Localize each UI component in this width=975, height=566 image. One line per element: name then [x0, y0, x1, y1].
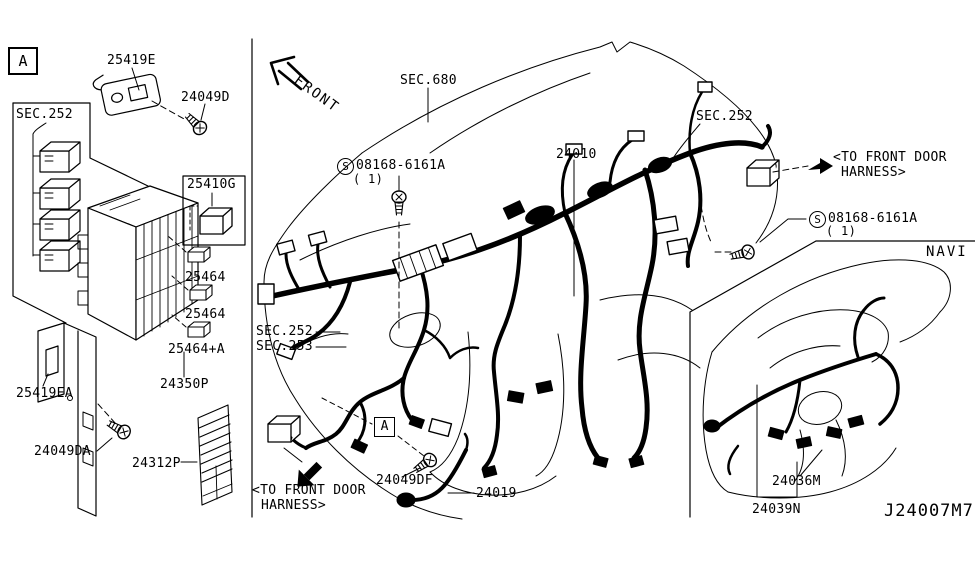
part-label-24036m[interactable]: 24036M — [772, 474, 821, 489]
detail-marker-a-mid: A — [374, 417, 395, 437]
part-label-25419ea[interactable]: 25419EA — [16, 386, 73, 401]
part-label-25464a[interactable]: 25464+A — [168, 342, 225, 357]
screw-icon-08168-right — [729, 244, 756, 264]
main-harness-drawing — [268, 92, 770, 468]
fuse-card-24312p-drawing — [181, 405, 232, 505]
part-label-24049df[interactable]: 24049DF — [376, 473, 433, 488]
screw-icon-08168-top — [392, 191, 406, 215]
navi-region-border — [690, 241, 975, 521]
fastener-symbol-right: S — [809, 211, 826, 228]
section-label-sec252-left: SEC.252 — [16, 107, 73, 122]
bracket-25419e-drawing — [92, 65, 162, 118]
note-to-front-door-right-line2: HARNESS> — [841, 165, 907, 180]
part-label-24312p[interactable]: 24312P — [132, 456, 181, 471]
part-label-24049da[interactable]: 24049DA — [34, 444, 91, 459]
section-label-sec680: SEC.680 — [400, 73, 457, 88]
diagram-code: J24007M7 — [884, 501, 974, 521]
note-to-front-door-bottom-line1: <TO FRONT DOOR — [252, 483, 366, 498]
note-to-front-door-right-line1: <TO FRONT DOOR — [833, 150, 947, 165]
navi-harness-24036m-drawing — [704, 298, 898, 474]
part-label-24039n[interactable]: 24039N — [752, 502, 801, 517]
part-label-24010[interactable]: 24010 — [556, 147, 597, 162]
part-label-08168-right[interactable]: 08168-6161A — [828, 211, 918, 226]
part-label-24350p[interactable]: 24350P — [160, 377, 209, 392]
dashed-24049da — [98, 404, 116, 424]
bracket-25419ea-drawing — [38, 323, 96, 516]
to-front-door-arrow-icon-right — [808, 158, 833, 174]
fastener-symbol-top: S — [337, 158, 354, 175]
fastener-qty-top: ( 1) — [353, 172, 384, 186]
section-label-sec252-topright: SEC.252 — [696, 109, 753, 124]
navi-region-label: NAVI — [926, 244, 968, 260]
part-label-25410g[interactable]: 25410G — [187, 177, 236, 192]
part-label-25419e[interactable]: 25419E — [107, 53, 156, 68]
leader-24049da — [97, 438, 112, 451]
part-label-24049d[interactable]: 24049D — [181, 90, 230, 105]
front-door-connector-bottom — [268, 416, 300, 442]
note-to-front-door-bottom-line2: HARNESS> — [261, 498, 327, 513]
screw-icon-24049da — [105, 417, 133, 441]
part-label-25464-1[interactable]: 25464 — [185, 270, 226, 285]
section-label-sec253-mid: SEC.253 — [256, 339, 313, 354]
part-label-08168-top[interactable]: 08168-6161A — [356, 158, 446, 173]
section-label-sec252-mid: SEC.252 — [256, 324, 313, 339]
part-label-25464-2[interactable]: 25464 — [185, 307, 226, 322]
part-label-24019[interactable]: 24019 — [476, 486, 517, 501]
relay-drawings — [33, 123, 80, 271]
navi-dash-outline — [703, 260, 950, 498]
front-direction-label: FRONT — [290, 72, 343, 116]
fastener-qty-right: ( 1) — [826, 224, 857, 238]
detail-marker-a-top: A — [8, 47, 38, 75]
front-door-connector-right — [747, 160, 779, 186]
leader-24049d — [201, 104, 205, 120]
screw-icon-24049d — [182, 110, 209, 137]
